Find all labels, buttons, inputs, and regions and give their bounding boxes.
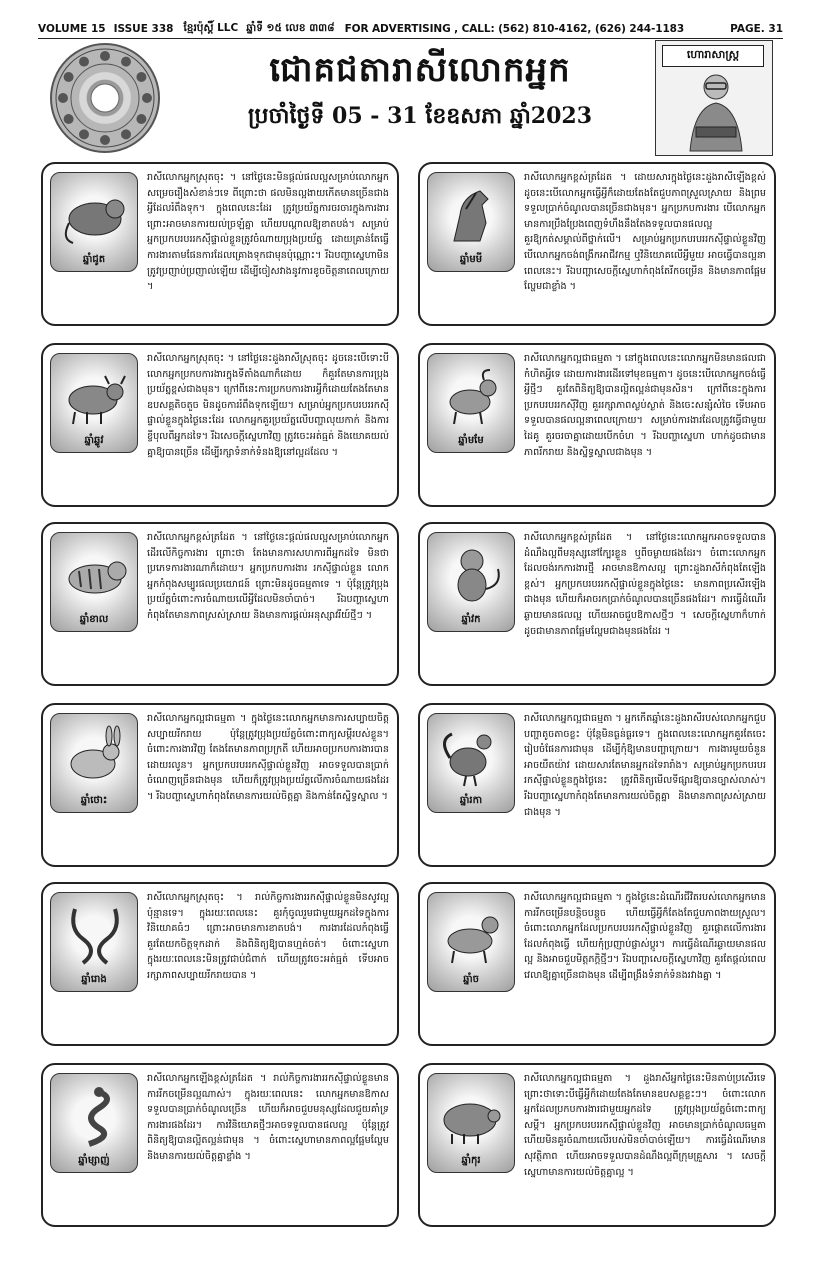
horoscope-text: រាសីលោកអ្នកខ្ពស់ត្រដែត ។ នៅថ្ងៃនេះលោកអ្នកអាចទទួលបានដំណឹងល្អពីមនុស្សនៅក្បែរខ្លួន ឬពីចម្ងាយផងដែរ។ ចំពោះលោកអ្នកដែលចង់រកការងារថ្មី អាចមានឱកាសល្អ ព្រោះដួងរាសីកំពុងតែឡើងខ្ពស់។ អ្នកប្រកបរបររកស៊ីផ្ទាល់ខ្លួនក្នុងថ្ងៃនេះ មានភាពប្រសើរឡើងជាងមុន ហើយក៏អាចរកប្រាក់ចំណូលបានច្រើនផងដែរ។ ការធ្វើដំណើរឆ្ងាយមានផលល្អ ហើយអាចជួបឱកាសថ្មីៗ ។ សេចក្តីស្នេហាក៏ហាក់ដូចជាមានភាពផ្អែមល្ហែមជាងមុនផងដែរ ។: [524, 532, 766, 637]
horoscope-text: រាសីលោកអ្នកល្អជាធម្មតា ។ ដួងរាសីអ្នកថ្ងៃនេះមិនតាប់ប្រសើរទេ ព្រោះថាទោះបីធ្វើអ្វីក៏ដោយតែងតែមានឧបសគ្គខ្លះៗ។ ចំពោះលោកអ្នកដែលប្រកបការងារជាមួយអ្នកដទៃ ត្រូវប្រុងប្រយ័ត្នចំពោះពាក្យសម្ដី។ អ្នកប្រកបរបររកស៊ីផ្ទាល់ខ្លួនវិញ អាចមានប្រាក់ចំណូលធម្មតា ហើយមិនគួរចំណាយលើរបស់មិនចាំបាច់ឡើយ។ ការធ្វើដំណើរមានសុវត្ថិភាព ហើយអាចទទួលបានដំណឹងល្អពីក្រុមគ្រួសារ ។ សេចក្តីស្នេហាមានការយល់ចិត្តគ្នាល្អ ។: [524, 1073, 766, 1178]
horoscope-text: រាសីលោកអ្នកល្អជាធម្មតា ។ អ្នកកើតឆ្នាំនេះដួងរាសីរបស់លោកអ្នកជួបបញ្ហាតូចតាចខ្លះ ប៉ុន្តែមិនធ្ងន់ធ្ងរទេ។ ក្នុងពេលនេះលោកអ្នកគួរតែចេះរៀបចំផែនការជាមុន ដើម្បីកុំឱ្យមានបញ្ហាក្រោយ។ ការងារមួយចំនួនអាចយឺតយ៉ាវ ដោយសារតែមានអ្នកដទៃរារាំង។ សម្រាប់អ្នកប្រកបរបររកស៊ីផ្ទាល់ខ្លួនក្នុងថ្ងៃនេះ ត្រូវពិនិត្យមើលទីផ្សារឱ្យបានច្បាស់លាស់។ រីឯបញ្ហាស្នេហាកំពុងតែមានការយល់ចិត្តគ្នា និងមានភាពស្រស់ស្រាយជាងមុន ។: [524, 713, 766, 818]
sign-name: ឆ្នាំកុរ: [461, 1155, 481, 1166]
page-subtitle: ប្រចាំថ្ងៃទី 05 - 31 ខែឧសភា ឆ្នាំ2023: [247, 103, 593, 129]
horoscope-text: រាសីលោកអ្នកស្រុតចុះ ។ នៅថ្ងៃនេះដួងរាសីស្រុតចុះ ដូចនេះបើទោះបីលោកអ្នកប្រកបការងារក្នុងទីតាំងណាក៏ដោយ ក៏គួរតែមានការប្រុងប្រយ័ត្នខ្ពស់ជាងមុន។ ក្រៅពីនេះការប្រកបការងារអ្វីក៏ដោយតែងតែមានឧបសគ្គតិចតួច មិនដូចការរំពឹងទុកឡើយ។ សម្រាប់អ្នកប្រកបរបររកស៊ីផ្ទាល់ខ្លួនក្នុងថ្ងៃនេះដែរ លោកអ្នកគួរប្រយ័ត្នលើបញ្ហាលុយកាក់ និងការខ្ចីបុលពីអ្នកដទៃ។ រីឯសេចក្តីស្នេហាវិញ ត្រូវចេះអត់ធ្មត់ និងយោគយល់គ្នាឱ្យបានច្រើន ដើម្បីរក្សាទំនាក់ទំនងឱ្យនៅល្អដដែល ។: [147, 353, 389, 458]
ox-icon: [50, 353, 138, 453]
zodiac-card: [418, 522, 776, 686]
horoscope-text: រាសីលោកអ្នកល្អជាធម្មតា ។ ក្នុងថ្ងៃនេះលោកអ្នកមានការសប្បាយចិត្ត សប្បាយរីករាយ ប៉ុន្តែត្រូវប្រុងប្រយ័ត្នចំពោះពាក្យសម្ដីរបស់ខ្លួន។ ចំពោះការងារវិញ តែងតែមានភាពប្រក្រតី ហើយអាចប្រកបការងារបានដោយរលូន។ អ្នកប្រកបរបររកស៊ីផ្ទាល់ខ្លួនវិញ អាចទទួលបានប្រាក់ចំណេញច្រើនជាងមុន ហើយក៏ត្រូវប្រុងប្រយ័ត្នលើការចំណាយផងដែរ ។ រីឯបញ្ហាស្នេហាកំពុងតែមានការយល់ចិត្តគ្នា និងកាន់តែស្និទ្ធស្នាល ។: [147, 713, 389, 802]
masthead: [38, 20, 783, 39]
monkey-icon: [427, 532, 515, 632]
zodiac-card: [41, 343, 399, 507]
sign-name: ឆ្នាំម្សាញ់: [78, 1155, 110, 1166]
snake-icon: [50, 1073, 138, 1173]
pig-icon: [427, 1073, 515, 1173]
rat-icon: [50, 172, 138, 272]
page-title: ជោគជតារាសីលោកអ្នក: [269, 50, 571, 90]
dog-icon: [427, 892, 515, 992]
horse-icon: [427, 172, 515, 272]
zodiac-card: [41, 162, 399, 326]
dragon-icon: [50, 892, 138, 992]
brand-label: ខ្មែរប៉ុស្តិ៍ LLC: [183, 21, 239, 34]
sign-name: ឆ្នាំរកា: [459, 795, 483, 806]
zodiac-card: [418, 162, 776, 326]
volume-label: VOLUME 15: [38, 23, 106, 35]
zodiac-card: [41, 1063, 399, 1227]
sign-name: ឆ្នាំឆ្លូវ: [84, 435, 104, 446]
tiger-icon: [50, 532, 138, 632]
horoscope-text: រាសីលោកអ្នកខ្ពស់ត្រដែត ។ ដោយសារក្នុងថ្ងៃនេះដួងរាសីឡើងខ្ពស់ ដូចនេះបើលោកអ្នកធ្វើអ្វីក៏ដោយតែងតែជួបភាពស្រួលស្រាយ និងព្រមទទួលប្រាក់ចំណូលបានច្រើនជាងមុន។ អ្នកប្រកបការងារ បើលោកអ្នកមានការប្រឹងប្រែងពេញទំហឹងនឹងតែងទទួលបានផលល្អគួរឱ្យកត់សម្គាល់ពីថ្នាក់លើ។ សម្រាប់អ្នកប្រកបរបររកស៊ីផ្ទាល់ខ្លួនវិញ បើលោកអ្នកចង់ពង្រីកអាជីវកម្ម ឬវិនិយោគលើអ្វីមួយ អាចធ្វើបានល្អនាពេលនេះ។ រីឯបញ្ហាសេចក្តីស្នេហាកំពុងតែរីកចម្រើន និងមានភាពផ្អែមល្ហែមជាខ្លាំង ។: [524, 172, 766, 293]
goat-icon: [427, 353, 515, 453]
sign-name: ឆ្នាំខាល: [79, 614, 109, 625]
horoscope-text: រាសីលោកអ្នកឡើងខ្ពស់ត្រដែត ។ រាល់កិច្ចការងាររកស៊ីផ្ទាល់ខ្លួនមានការរីកចម្រើនល្អណាស់។ ក្នុងរយៈពេលនេះ លោកអ្នកមានឱកាសទទួលបានប្រាក់ចំណូលច្រើន ហើយក៏អាចជួបមនុស្សដែលជួយគាំទ្រការងារផងដែរ។ ការវិនិយោគថ្មីៗអាចទទួលបានផលល្អ ប៉ុន្តែត្រូវពិនិត្យឱ្យបានល្អិតល្អន់ជាមុន ។ ចំពោះស្នេហាមានភាពល្អផ្អែមល្ហែម និងមានការយល់ចិត្តគ្នាខ្លាំង ។: [147, 1073, 389, 1162]
sign-name: ឆ្នាំថោះ: [80, 795, 108, 806]
sign-name: ឆ្នាំជូត: [82, 254, 106, 265]
astrology-label: ហោរាសាស្ត្រ: [662, 45, 764, 67]
horoscope-text: រាសីលោកអ្នកស្រុតចុះ ។ នៅថ្ងៃនេះមិនផ្តល់ផលល្អសម្រាប់លោកអ្នកសម្រេចរឿងសំខាន់ៗទេ ពីព្រោះថា ផលមិនល្អងាយកើតមានច្រើនជាងអ្វីដែលរំពឹងទុក។ ក្នុងពេលនេះដែរ ត្រូវប្រយ័ត្នការចរចារក្នុងការងារ ព្រោះអាចមានការយល់ច្រឡំគ្នា ហើយបណ្តាលឱ្យខាតបង់។ សម្រាប់អ្នកប្រកបរបររកស៊ីផ្ទាល់ខ្លួនត្រូវចំណាយប្រុងប្រយ័ត្ន ដោយគ្រាន់តែធ្វើការងារតាមផែនការដែលគ្រោងទុកជាមុនប៉ុណ្ណោះ។ រីឯបញ្ហាស្នេហាមិនត្រូវប្រញាប់ប្រញាល់ឡើយ ដើម្បីចៀសវាងនូវការខូចចិត្តនាពេលក្រោយ ។: [147, 172, 389, 293]
sign-name: ឆ្នាំច: [463, 974, 479, 985]
zodiac-card: [418, 703, 776, 867]
zodiac-card: [41, 882, 399, 1046]
page-number: PAGE. 31: [730, 23, 783, 35]
sign-name: ឆ្នាំវក: [461, 614, 481, 625]
zodiac-card: [418, 882, 776, 1046]
zodiac-wheel-image: [50, 43, 160, 153]
astrologer-illustration: [655, 40, 773, 156]
horoscope-text: រាសីលោកអ្នកស្រុតចុះ ។ រាល់កិច្ចការងាររកស៊ីផ្ទាល់ខ្លួនមិនសូវល្អប៉ុន្មានទេ។ ក្នុងរយៈពេលនេះ គួរកុំចូលរួមជាមួយអ្នកដទៃក្នុងការវិនិយោគធំៗ ព្រោះអាចមានការខាតបង់។ ការងារដែលកំពុងធ្វើគួរតែយកចិត្តទុកដាក់ និងពិនិត្យឱ្យបានហ្មត់ចត់។ ចំពោះស្នេហាក្នុងរយៈពេលនេះមិនត្រូវជាប់ជំពាក់ ហើយត្រូវចេះអត់ធ្មត់ ទើបអាចរក្សាភាពសប្បាយរីករាយបាន ។: [147, 892, 389, 981]
rabbit-icon: [50, 713, 138, 813]
sign-name: ឆ្នាំមមី: [459, 254, 483, 265]
zodiac-card: [418, 1063, 776, 1227]
zodiac-card: [41, 522, 399, 686]
zodiac-card: [41, 703, 399, 867]
sign-name: ឆ្នាំរោង: [81, 974, 107, 985]
zodiac-card: [418, 343, 776, 507]
sign-name: ឆ្នាំមមែ: [458, 435, 484, 446]
issue-label: ISSUE 338: [113, 23, 174, 35]
horoscope-text: រាសីលោកអ្នកល្អជាធម្មតា ។ នៅក្នុងពេលនេះលោកអ្នកមិនមានផលជាកំហិតអ្វីទេ ដោយការងារដើរទៅមុខធម្មតា។ ដូចនេះបើលោកអ្នកចង់ធ្វើអ្វីថ្មីៗ គួរតែពិនិត្យឱ្យបានល្អិតល្អន់ជាមុនសិន។ ក្រៅពីនេះក្នុងការប្រកបរបររកស៊ីវិញ គួររក្សាភាពស្ងប់ស្ងាត់ និងចេះសន្សំសំចៃ ទើបអាចទទួលបានផលល្អនាពេលក្រោយ។ សម្រាប់ការងារដែលត្រូវធ្វើជាមួយដៃគូ គួរចរចាគ្នាដោយបើកចំហ ។ រីឯបញ្ហាស្នេហា ហាក់ដូចជាមានភាពរីករាយ និងស្និទ្ធស្នាលជាងមុន ។: [524, 353, 766, 458]
advertising-contact: FOR ADVERTISING , CALL: (562) 810-4162, (626) 244-1183: [344, 23, 685, 35]
year-issue-label: ឆ្នាំទី ១៥ លេខ ៣៣៨: [246, 21, 335, 34]
horoscope-text: រាសីលោកអ្នកខ្ពស់ត្រដែត ។ នៅថ្ងៃនេះផ្តល់ផលល្អសម្រាប់លោកអ្នកដើរលើកិច្ចការងារ ព្រោះថា តែងមានការសហការពីអ្នកដទៃ មិនថាប្រភេទការងារណាក៏ដោយ។ អ្នកប្រកបការងារ រកស៊ីផ្ទាល់ខ្លួន លោកអ្នកកំពុងសម្បូរផលប្រយោជន៍ ព្រោះមិនដូចធម្មតាទេ ។ ប៉ុន្តែត្រូវប្រុងប្រយ័ត្នចំពោះការចំណាយលើអ្វីដែលមិនចាំបាច់។ រីឯបញ្ហាស្នេហាកំពុងតែមានភាពស្រស់ស្រាយ និងមានការផ្គល់អនុស្សាវរីយ៍ថ្មីៗ ។: [147, 532, 389, 621]
rooster-icon: [427, 713, 515, 813]
horoscope-text: រាសីលោកអ្នកល្អជាធម្មតា ។ ក្នុងថ្ងៃនេះដំណើរជីវិតរបស់លោកអ្នកមានការរីកចម្រើនបន្តិចបន្តួច ហើយធ្វើអ្វីក៏តែងតែជួបភាពងាយស្រួល។ ចំពោះលោកអ្នកដែលប្រកបរបររកស៊ីផ្ទាល់ខ្លួនវិញ គួរផ្តោតលើការងារដែលកំពុងធ្វើ ហើយកុំប្រញាប់ផ្លាស់ប្តូរ។ ការធ្វើដំណើរឆ្ងាយមានផលល្អ និងអាចជួបមិត្តភក្តិថ្មីៗ។ រីឯបញ្ហាសេចក្តីស្នេហាវិញ គួរតែផ្តល់ពេលវេលាឱ្យគ្នាច្រើនជាងមុន ដើម្បីពង្រឹងទំនាក់ទំនងរវាងគ្នា ។: [524, 892, 766, 981]
